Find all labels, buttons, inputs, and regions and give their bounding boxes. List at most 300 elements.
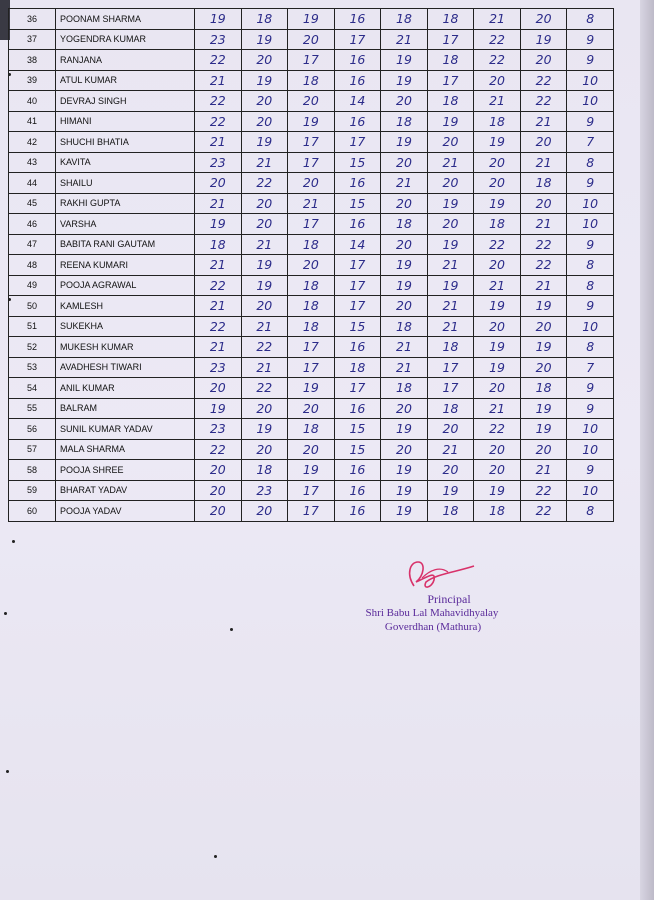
mark-cell: 18 xyxy=(474,111,521,132)
principal-title: Principal xyxy=(427,592,471,606)
mark-cell: 20 xyxy=(427,419,474,440)
mark-cell: 20 xyxy=(288,173,335,194)
mark-cell: 16 xyxy=(334,398,381,419)
mark-cell: 17 xyxy=(427,70,474,91)
mark-cell: 18 xyxy=(520,378,567,399)
mark-cell: 21 xyxy=(195,193,242,214)
mark-cell: 20 xyxy=(241,91,288,112)
table-row xyxy=(9,70,614,91)
mark-cell: 10 xyxy=(567,439,614,460)
mark-cell: 17 xyxy=(334,275,381,296)
mark-cell: 21 xyxy=(195,255,242,276)
mark-cell: 17 xyxy=(288,337,335,358)
mark-cell: 20 xyxy=(520,50,567,71)
mark-cell: 21 xyxy=(474,398,521,419)
mark-cell: 21 xyxy=(241,316,288,337)
student-name-cell: ANIL KUMAR xyxy=(56,378,195,399)
mark-cell: 22 xyxy=(474,234,521,255)
scan-speck xyxy=(214,855,217,858)
mark-cell: 10 xyxy=(567,480,614,501)
table-row xyxy=(9,9,614,30)
table-row xyxy=(9,419,614,440)
mark-cell: 19 xyxy=(288,378,335,399)
mark-cell: 10 xyxy=(567,193,614,214)
mark-cell: 17 xyxy=(288,357,335,378)
mark-cell: 20 xyxy=(288,255,335,276)
mark-cell: 19 xyxy=(474,132,521,153)
mark-cell: 19 xyxy=(427,193,474,214)
table-row xyxy=(9,357,614,378)
serial-number-cell: 42 xyxy=(9,132,56,153)
mark-cell: 21 xyxy=(474,91,521,112)
table-row xyxy=(9,480,614,501)
mark-cell: 18 xyxy=(427,50,474,71)
mark-cell: 21 xyxy=(427,296,474,317)
mark-cell: 19 xyxy=(241,275,288,296)
mark-cell: 18 xyxy=(288,234,335,255)
mark-cell: 15 xyxy=(334,439,381,460)
mark-cell: 9 xyxy=(567,296,614,317)
serial-number-cell: 51 xyxy=(9,316,56,337)
marks-table xyxy=(8,8,614,522)
student-name-cell: AVADHESH TIWARI xyxy=(56,357,195,378)
student-name-cell: SHUCHI BHATIA xyxy=(56,132,195,153)
mark-cell: 19 xyxy=(381,132,428,153)
serial-number-cell: 48 xyxy=(9,255,56,276)
mark-cell: 20 xyxy=(241,111,288,132)
mark-cell: 23 xyxy=(195,29,242,50)
table-row xyxy=(9,337,614,358)
mark-cell: 20 xyxy=(241,193,288,214)
mark-cell: 22 xyxy=(195,91,242,112)
mark-cell: 21 xyxy=(427,316,474,337)
scan-speck xyxy=(230,628,233,631)
mark-cell: 18 xyxy=(427,398,474,419)
mark-cell: 19 xyxy=(381,480,428,501)
mark-cell: 8 xyxy=(567,501,614,522)
mark-cell: 20 xyxy=(427,214,474,235)
mark-cell: 22 xyxy=(195,50,242,71)
mark-cell: 20 xyxy=(381,234,428,255)
mark-cell: 19 xyxy=(241,132,288,153)
mark-cell: 22 xyxy=(241,378,288,399)
student-name-cell: VARSHA xyxy=(56,214,195,235)
mark-cell: 18 xyxy=(520,173,567,194)
table-row xyxy=(9,91,614,112)
mark-cell: 10 xyxy=(567,70,614,91)
student-name-cell: SUNIL KUMAR YADAV xyxy=(56,419,195,440)
student-name-cell: KAVITA xyxy=(56,152,195,173)
student-name-cell: RANJANA xyxy=(56,50,195,71)
serial-number-cell: 36 xyxy=(9,9,56,30)
mark-cell: 21 xyxy=(241,234,288,255)
mark-cell: 23 xyxy=(195,152,242,173)
mark-cell: 9 xyxy=(567,378,614,399)
mark-cell: 19 xyxy=(474,296,521,317)
mark-cell: 14 xyxy=(334,234,381,255)
mark-cell: 21 xyxy=(381,173,428,194)
serial-number-cell: 54 xyxy=(9,378,56,399)
mark-cell: 16 xyxy=(334,111,381,132)
mark-cell: 20 xyxy=(288,398,335,419)
serial-number-cell: 43 xyxy=(9,152,56,173)
mark-cell: 19 xyxy=(474,480,521,501)
mark-cell: 17 xyxy=(427,357,474,378)
table-row xyxy=(9,275,614,296)
mark-cell: 22 xyxy=(195,111,242,132)
mark-cell: 19 xyxy=(427,234,474,255)
mark-cell: 9 xyxy=(567,29,614,50)
mark-cell: 16 xyxy=(334,50,381,71)
marks-table-body xyxy=(9,9,614,522)
mark-cell: 16 xyxy=(334,70,381,91)
student-name-cell: POOJA SHREE xyxy=(56,460,195,481)
mark-cell: 22 xyxy=(474,29,521,50)
student-name-cell: POONAM SHARMA xyxy=(56,9,195,30)
serial-number-cell: 59 xyxy=(9,480,56,501)
mark-cell: 18 xyxy=(241,9,288,30)
table-row xyxy=(9,234,614,255)
mark-cell: 19 xyxy=(195,214,242,235)
mark-cell: 22 xyxy=(474,50,521,71)
mark-cell: 20 xyxy=(520,193,567,214)
table-row xyxy=(9,296,614,317)
mark-cell: 20 xyxy=(381,398,428,419)
serial-number-cell: 39 xyxy=(9,70,56,91)
student-name-cell: ATUL KUMAR xyxy=(56,70,195,91)
student-name-cell: BALRAM xyxy=(56,398,195,419)
mark-cell: 19 xyxy=(520,29,567,50)
mark-cell: 22 xyxy=(520,501,567,522)
mark-cell: 20 xyxy=(427,460,474,481)
student-name-cell: MALA SHARMA xyxy=(56,439,195,460)
mark-cell: 19 xyxy=(288,9,335,30)
mark-cell: 17 xyxy=(288,50,335,71)
mark-cell: 23 xyxy=(195,357,242,378)
mark-cell: 17 xyxy=(427,378,474,399)
mark-cell: 20 xyxy=(474,152,521,173)
mark-cell: 16 xyxy=(334,173,381,194)
mark-cell: 7 xyxy=(567,132,614,153)
mark-cell: 10 xyxy=(567,419,614,440)
mark-cell: 17 xyxy=(288,152,335,173)
student-name-cell: HIMANI xyxy=(56,111,195,132)
mark-cell: 19 xyxy=(474,193,521,214)
student-name-cell: SHAILU xyxy=(56,173,195,194)
mark-cell: 18 xyxy=(288,296,335,317)
mark-cell: 19 xyxy=(381,419,428,440)
mark-cell: 19 xyxy=(427,275,474,296)
mark-cell: 20 xyxy=(474,460,521,481)
mark-cell: 19 xyxy=(381,50,428,71)
table-row xyxy=(9,50,614,71)
mark-cell: 21 xyxy=(241,357,288,378)
mark-cell: 19 xyxy=(381,501,428,522)
mark-cell: 21 xyxy=(474,275,521,296)
mark-cell: 21 xyxy=(195,70,242,91)
serial-number-cell: 52 xyxy=(9,337,56,358)
scan-speck xyxy=(12,540,15,543)
mark-cell: 18 xyxy=(474,501,521,522)
mark-cell: 20 xyxy=(474,255,521,276)
mark-cell: 10 xyxy=(567,91,614,112)
mark-cell: 8 xyxy=(567,337,614,358)
table-row xyxy=(9,439,614,460)
mark-cell: 21 xyxy=(520,152,567,173)
mark-cell: 19 xyxy=(288,111,335,132)
mark-cell: 22 xyxy=(195,439,242,460)
mark-cell: 20 xyxy=(520,9,567,30)
mark-cell: 22 xyxy=(520,480,567,501)
mark-cell: 15 xyxy=(334,152,381,173)
serial-number-cell: 46 xyxy=(9,214,56,235)
mark-cell: 20 xyxy=(288,29,335,50)
page-edge-shadow xyxy=(640,0,654,900)
mark-cell: 19 xyxy=(427,111,474,132)
mark-cell: 20 xyxy=(195,460,242,481)
student-name-cell: MUKESH KUMAR xyxy=(56,337,195,358)
mark-cell: 20 xyxy=(241,439,288,460)
serial-number-cell: 50 xyxy=(9,296,56,317)
mark-cell: 7 xyxy=(567,357,614,378)
mark-cell: 20 xyxy=(427,173,474,194)
mark-cell: 19 xyxy=(520,337,567,358)
mark-cell: 20 xyxy=(381,152,428,173)
mark-cell: 21 xyxy=(381,29,428,50)
mark-cell: 19 xyxy=(520,419,567,440)
mark-cell: 21 xyxy=(195,337,242,358)
mark-cell: 8 xyxy=(567,152,614,173)
mark-cell: 22 xyxy=(520,70,567,91)
mark-cell: 16 xyxy=(334,214,381,235)
mark-cell: 21 xyxy=(381,337,428,358)
table-row xyxy=(9,460,614,481)
mark-cell: 16 xyxy=(334,501,381,522)
mark-cell: 20 xyxy=(474,173,521,194)
mark-cell: 18 xyxy=(381,214,428,235)
mark-cell: 9 xyxy=(567,173,614,194)
college-location: Goverdhan (Mathura) xyxy=(384,621,482,633)
mark-cell: 19 xyxy=(241,70,288,91)
table-row xyxy=(9,398,614,419)
student-name-cell: REENA KUMARI xyxy=(56,255,195,276)
mark-cell: 20 xyxy=(241,214,288,235)
mark-cell: 19 xyxy=(195,398,242,419)
mark-cell: 19 xyxy=(474,337,521,358)
serial-number-cell: 38 xyxy=(9,50,56,71)
student-name-cell: KAMLESH xyxy=(56,296,195,317)
mark-cell: 18 xyxy=(427,337,474,358)
mark-cell: 8 xyxy=(567,255,614,276)
mark-cell: 20 xyxy=(381,439,428,460)
table-row xyxy=(9,173,614,194)
mark-cell: 20 xyxy=(241,398,288,419)
serial-number-cell: 47 xyxy=(9,234,56,255)
mark-cell: 20 xyxy=(241,501,288,522)
mark-cell: 18 xyxy=(195,234,242,255)
mark-cell: 21 xyxy=(381,357,428,378)
mark-cell: 19 xyxy=(427,480,474,501)
mark-cell: 9 xyxy=(567,460,614,481)
student-name-cell: BHARAT YADAV xyxy=(56,480,195,501)
mark-cell: 20 xyxy=(427,132,474,153)
mark-cell: 17 xyxy=(334,29,381,50)
mark-cell: 21 xyxy=(427,255,474,276)
mark-cell: 23 xyxy=(195,419,242,440)
mark-cell: 20 xyxy=(241,50,288,71)
mark-cell: 20 xyxy=(474,378,521,399)
mark-cell: 19 xyxy=(381,70,428,91)
table-row xyxy=(9,152,614,173)
table-row xyxy=(9,214,614,235)
student-name-cell: DEVRAJ SINGH xyxy=(56,91,195,112)
serial-number-cell: 57 xyxy=(9,439,56,460)
mark-cell: 19 xyxy=(474,357,521,378)
mark-cell: 21 xyxy=(241,152,288,173)
scan-speck xyxy=(4,612,7,615)
mark-cell: 20 xyxy=(520,439,567,460)
mark-cell: 21 xyxy=(427,152,474,173)
mark-cell: 19 xyxy=(520,296,567,317)
mark-cell: 20 xyxy=(195,501,242,522)
mark-cell: 17 xyxy=(334,378,381,399)
mark-cell: 18 xyxy=(381,111,428,132)
mark-cell: 17 xyxy=(334,296,381,317)
scan-speck xyxy=(8,73,11,76)
mark-cell: 22 xyxy=(241,337,288,358)
mark-cell: 17 xyxy=(427,29,474,50)
mark-cell: 10 xyxy=(567,316,614,337)
table-row xyxy=(9,193,614,214)
student-name-cell: YOGENDRA KUMAR xyxy=(56,29,195,50)
mark-cell: 21 xyxy=(195,296,242,317)
mark-cell: 18 xyxy=(474,214,521,235)
serial-number-cell: 40 xyxy=(9,91,56,112)
mark-cell: 21 xyxy=(195,132,242,153)
mark-cell: 17 xyxy=(288,480,335,501)
mark-cell: 20 xyxy=(381,296,428,317)
mark-cell: 21 xyxy=(520,275,567,296)
mark-cell: 17 xyxy=(288,132,335,153)
college-name: Shri Babu Lal Mahavidhyalay xyxy=(365,607,499,619)
mark-cell: 20 xyxy=(474,70,521,91)
mark-cell: 21 xyxy=(520,460,567,481)
mark-cell: 22 xyxy=(241,173,288,194)
mark-cell: 16 xyxy=(334,9,381,30)
serial-number-cell: 45 xyxy=(9,193,56,214)
mark-cell: 20 xyxy=(520,357,567,378)
mark-cell: 20 xyxy=(381,193,428,214)
mark-cell: 14 xyxy=(334,91,381,112)
serial-number-cell: 56 xyxy=(9,419,56,440)
mark-cell: 9 xyxy=(567,111,614,132)
serial-number-cell: 55 xyxy=(9,398,56,419)
mark-cell: 21 xyxy=(474,9,521,30)
mark-cell: 20 xyxy=(520,316,567,337)
serial-number-cell: 44 xyxy=(9,173,56,194)
mark-cell: 18 xyxy=(427,91,474,112)
student-name-cell: SUKEKHA xyxy=(56,316,195,337)
mark-cell: 21 xyxy=(427,439,474,460)
student-name-cell: BABITA RANI GAUTAM xyxy=(56,234,195,255)
mark-cell: 20 xyxy=(195,173,242,194)
mark-cell: 20 xyxy=(474,316,521,337)
mark-cell: 22 xyxy=(520,91,567,112)
mark-cell: 20 xyxy=(241,296,288,317)
mark-cell: 20 xyxy=(195,480,242,501)
mark-cell: 20 xyxy=(288,439,335,460)
student-name-cell: RAKHI GUPTA xyxy=(56,193,195,214)
table-row xyxy=(9,111,614,132)
mark-cell: 16 xyxy=(334,337,381,358)
mark-cell: 15 xyxy=(334,193,381,214)
mark-cell: 19 xyxy=(241,419,288,440)
mark-cell: 19 xyxy=(381,275,428,296)
mark-cell: 9 xyxy=(567,234,614,255)
mark-cell: 18 xyxy=(241,460,288,481)
mark-cell: 15 xyxy=(334,419,381,440)
mark-cell: 22 xyxy=(520,255,567,276)
mark-cell: 19 xyxy=(241,29,288,50)
mark-cell: 10 xyxy=(567,214,614,235)
mark-cell: 18 xyxy=(381,378,428,399)
scan-speck xyxy=(8,298,11,301)
mark-cell: 17 xyxy=(288,214,335,235)
serial-number-cell: 60 xyxy=(9,501,56,522)
mark-cell: 18 xyxy=(288,275,335,296)
mark-cell: 18 xyxy=(334,357,381,378)
mark-cell: 21 xyxy=(520,214,567,235)
serial-number-cell: 53 xyxy=(9,357,56,378)
mark-cell: 21 xyxy=(520,111,567,132)
mark-cell: 19 xyxy=(241,255,288,276)
serial-number-cell: 41 xyxy=(9,111,56,132)
mark-cell: 21 xyxy=(288,193,335,214)
mark-cell: 18 xyxy=(288,316,335,337)
mark-cell: 22 xyxy=(474,419,521,440)
mark-cell: 9 xyxy=(567,50,614,71)
mark-cell: 18 xyxy=(381,9,428,30)
mark-cell: 17 xyxy=(334,255,381,276)
scan-speck xyxy=(6,770,9,773)
mark-cell: 20 xyxy=(288,91,335,112)
student-name-cell: POOJA YADAV xyxy=(56,501,195,522)
mark-cell: 16 xyxy=(334,460,381,481)
table-row xyxy=(9,29,614,50)
mark-cell: 20 xyxy=(474,439,521,460)
mark-cell: 19 xyxy=(520,398,567,419)
mark-cell: 16 xyxy=(334,480,381,501)
mark-cell: 20 xyxy=(195,378,242,399)
mark-cell: 18 xyxy=(427,501,474,522)
mark-cell: 17 xyxy=(288,501,335,522)
mark-cell: 8 xyxy=(567,275,614,296)
mark-cell: 18 xyxy=(427,9,474,30)
mark-cell: 20 xyxy=(381,91,428,112)
mark-cell: 20 xyxy=(520,132,567,153)
mark-cell: 18 xyxy=(288,70,335,91)
table-row xyxy=(9,501,614,522)
mark-cell: 17 xyxy=(334,132,381,153)
mark-cell: 18 xyxy=(288,419,335,440)
serial-number-cell: 58 xyxy=(9,460,56,481)
table-row xyxy=(9,378,614,399)
mark-cell: 19 xyxy=(288,460,335,481)
serial-number-cell: 49 xyxy=(9,275,56,296)
mark-cell: 22 xyxy=(195,275,242,296)
mark-cell: 22 xyxy=(520,234,567,255)
table-row xyxy=(9,255,614,276)
